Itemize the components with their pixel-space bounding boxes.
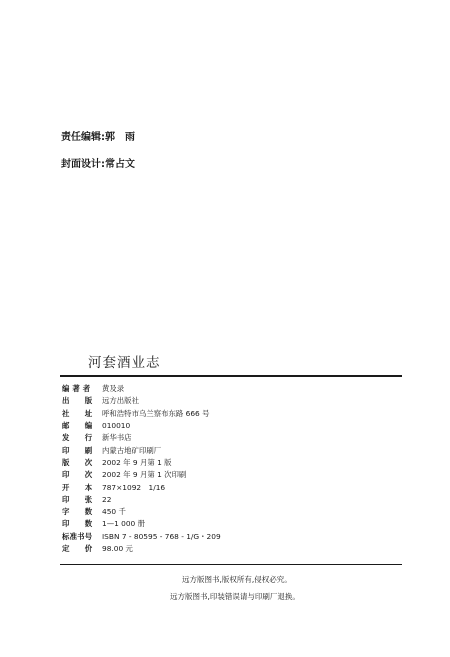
editor-credit: 责任编辑:郭 雨 — [61, 132, 135, 143]
info-label: 出 版 — [62, 396, 93, 406]
info-value: ISBN 7 - 80595 - 768 - 1/G・209 — [102, 531, 221, 541]
info-label: 印 次 — [62, 470, 93, 480]
info-row — [62, 444, 221, 456]
book-title: 河套酒业志 — [88, 355, 161, 371]
info-value: 2002 年 9 月第 1 版 — [102, 457, 172, 467]
info-value: 内蒙古地矿印刷厂 — [102, 445, 162, 455]
info-label: 开 本 — [62, 482, 93, 492]
info-row — [62, 543, 221, 555]
info-label: 标准书号 — [62, 531, 93, 541]
info-label: 版 次 — [62, 457, 93, 467]
info-row — [62, 383, 221, 395]
info-row — [62, 494, 221, 506]
info-value: 787×1092 1/16 — [102, 482, 166, 492]
info-row — [62, 518, 221, 530]
top-divider — [60, 375, 402, 377]
info-label: 邮 编 — [62, 421, 93, 431]
info-row — [62, 408, 221, 420]
copyright-notice: 远方版图书,版权所有,侵权必究。 — [182, 575, 292, 584]
info-label: 编 著 者 — [62, 384, 91, 394]
info-value: 22 — [102, 494, 112, 504]
cover-design-credit: 封面设计:常占文 — [61, 159, 135, 170]
info-value: 远方出版社 — [102, 396, 139, 406]
info-value: 98.00 元 — [102, 544, 133, 553]
info-label: 定 价 — [62, 544, 93, 553]
info-row — [62, 481, 221, 493]
info-label: 发 行 — [62, 433, 93, 443]
info-value: 2002 年 9 月第 1 次印刷 — [102, 470, 187, 480]
info-row — [62, 432, 221, 444]
publication-info-list — [62, 383, 221, 555]
info-row — [62, 457, 221, 469]
info-value: 呼和浩特市乌兰察布东路 666 号 — [102, 408, 210, 418]
info-row — [62, 506, 221, 518]
info-value: 新华书店 — [102, 433, 132, 443]
info-label: 字 数 — [62, 507, 93, 517]
info-value: 1—1 000 册 — [102, 519, 145, 529]
info-row — [62, 531, 221, 543]
info-row — [62, 469, 221, 481]
info-label: 社 址 — [62, 408, 93, 418]
info-value: 黄及录 — [102, 384, 125, 394]
info-label: 印 张 — [62, 494, 93, 504]
info-label: 印 刷 — [62, 445, 93, 455]
info-row — [62, 420, 221, 432]
misprint-notice: 远方版图书,印装错误请与印刷厂退换。 — [170, 592, 300, 601]
info-row — [62, 395, 221, 407]
info-label: 印 数 — [62, 519, 93, 529]
info-value: 450 千 — [102, 507, 126, 517]
bottom-divider — [60, 564, 402, 565]
info-value: 010010 — [102, 421, 131, 431]
